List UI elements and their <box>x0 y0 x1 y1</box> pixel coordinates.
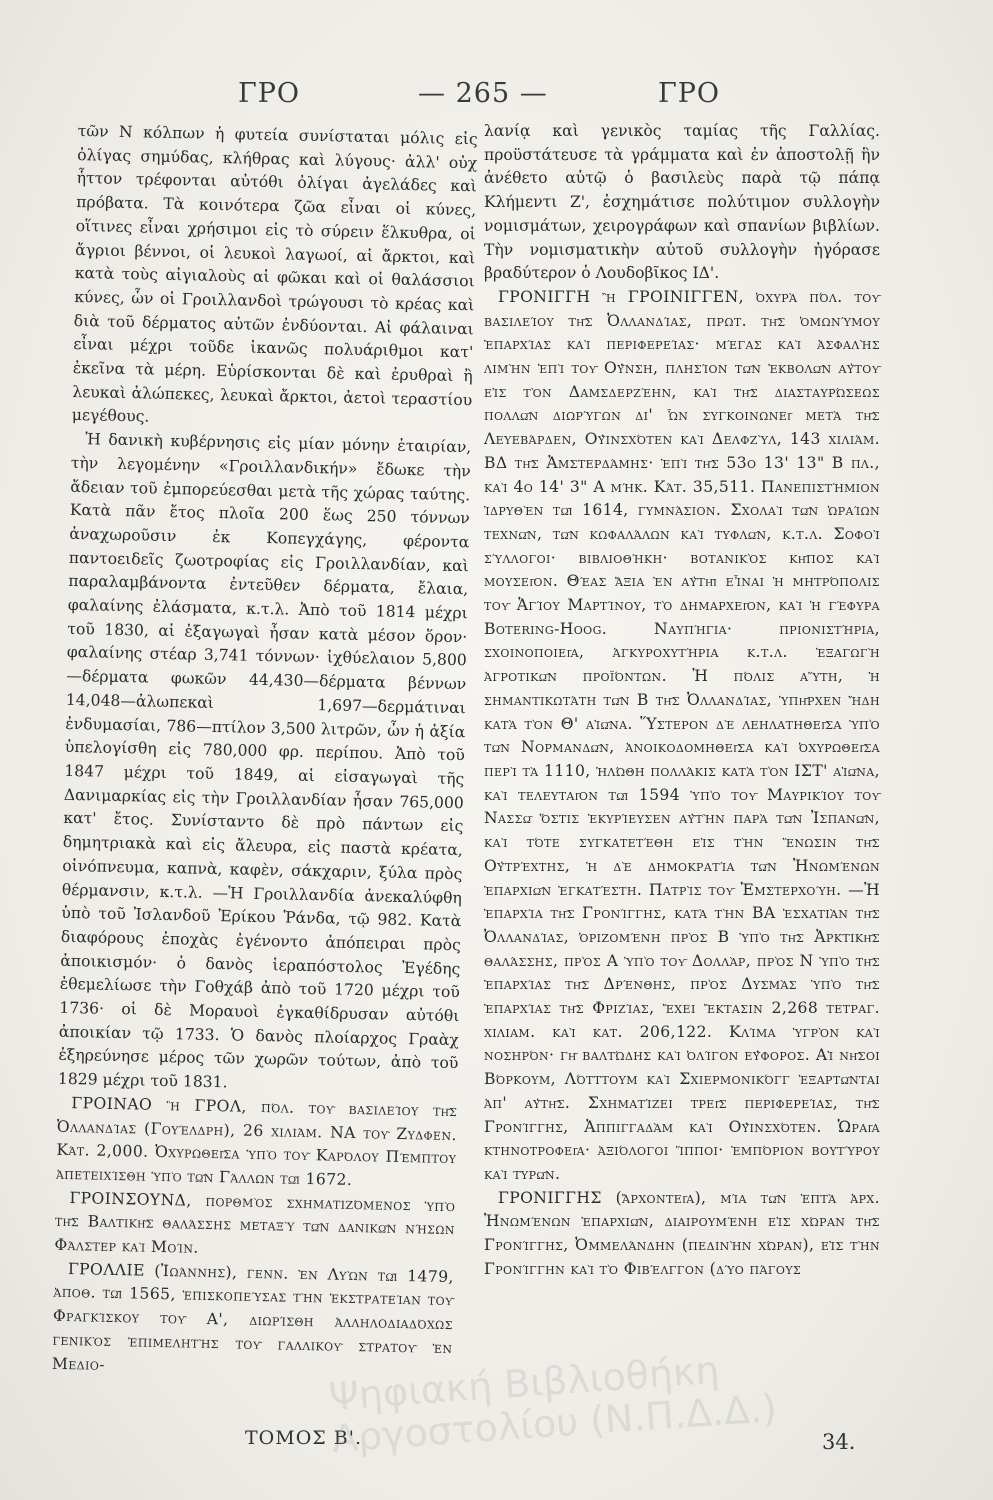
entry-groinao: ΓΡΟΙΝΑΟ ἢ ΓΡΟΛ, πόλ. τοῦ βασιλείου τῆς Ὀλλανδίας (Γουέλδρη), 26 χιλιάμ. ΝΑ τοῦ Ζυδφεν. Κάτ. 2,000. Ὀχυρωθεῖσα ὑπὸ τοῦ Καρόλου Πέμπτου ἀπετειχίσθη ὑπὸ τῶν Γάλλων τῷ 1672. <box>55 1093 458 1189</box>
running-head-left: ΓΡΟ <box>238 78 301 109</box>
running-head-right: ΓΡΟ <box>658 78 721 109</box>
entry-groningen-lordship: ΓΡΟΝΙΓΓΗΣ (ἄρχοντεῖα), μία τῶν ἑπτὰ ἀρχ. Ἡνωμένων ἐπαρχιῶν, διαιρουμένη εἰς χώραν τῆς Γρονίγγης, Ὀμμελάνδην (πεδινὴν χώραν), εἰς τὴν Γρονίγγην καὶ τὸ Φιβέλγγον (δύο πάγους <box>484 1188 880 1278</box>
left-column <box>52 120 478 1384</box>
library-watermark: Ψηφιακή Βιβλιοθήκη Αργοστολίου (Ν.Π.Δ.Δ.) <box>327 1347 779 1461</box>
signature-mark: 34. <box>822 1430 856 1454</box>
paragraph-grollier-continued: λανίᾳ καὶ γενικὸς ταμίας τῆς Γαλλίας. προϋστάτευσε τὰ γράμματα καὶ ἐν ἀποστολῇ ἣν ἀνέθετο αὐτῷ ὁ βασιλεὺς παρὰ τῷ πάπᾳ Κλήμεντι Ζ', ἐσχημάτισε πολύτιμον συλλογὴν νομισμάτων, χειρογράφων καὶ σπανίων βιβλίων. Τὴν νομισματικὴν αὐτοῦ συλλογὴν ἠγόρασε βραδύτερον ὁ Λουδοβῖκος ΙΔ'. <box>484 122 880 283</box>
paragraph-greenland-trade: Ἡ δανικὴ κυβέρνησις εἰς μίαν μόνην ἑταιρίαν, τὴν λεγομένην «Γροιλλανδικήν» ἔδωκε τὴν ἄδειαν τοῦ ἐμπορεύεσθαι μετὰ τῆς χώρας ταύτης. Κατὰ πᾶν ἔτος πλοῖα 200 ἕως 250 τόννων ἀναχωροῦσιν ἐκ Κοπεγχάγης, φέροντα παντοειδεῖς ζωοτροφίας εἰς Γροιλλανδίαν, καὶ παραλαμβάνοντα ἐντεῦθεν δέρματα, ἔλαια, φαλαίνης ἐλάσματα, κ.τ.λ. Ἀπὸ τοῦ 1814 μέχρι τοῦ 1830, αἱ ἐξαγωγαὶ ἦσαν κατὰ μέσον ὅρον· φαλαίνης στέαρ 3,741 τόννων· ἰχθύελαιον 5,800 —δέρματα φωκῶν 44,430—δέρματα βέννων 14,048—ἀλωπεκαὶ 1,697—δερμάτιναι ἐνδυμασίαι, 786—πτίλον 3,500 λιτρῶν, ὧν ἡ ἀξία ὑπελογίσθη εἰς 780,000 φρ. περίπου. Ἀπὸ τοῦ 1847 μέχρι τοῦ 1849, αἱ εἰσαγωγαὶ τῆς Δανιμαρκίας εἰς τὴν Γροιλλανδίαν ἦσαν 765,000 κατ' ἔτος. Συνίσταντο δὲ πρὸ πάντων εἰς δημητριακὰ καὶ εἰς ἄλευρα, εἰς παστὰ κρέατα, οἰνόπνευμα, καπνὰ, καφὲν, σάκχαριν, ξύλα πρὸς θέρμανσιν, κ.τ.λ. —Ἡ Γροιλλανδία ἀνεκαλύφθη ὑπὸ τοῦ Ἰσλανδοῦ Ἐρίκου Ῥάνδα, τῷ 982. Κατὰ διαφόρους ἐποχὰς ἐγένοντο ἀπόπειραι πρὸς ἀποικισμόν· ὁ δανὸς ἱεραπόστολος Ἐγέδης ἐθεμελίωσε τὴν Γοθχάβ ἀπὸ τοῦ 1720 μέχρι τοῦ 1736· οἱ δὲ Μοραυοὶ ἐγκαθίδρυσαν αὐτόθι ἀποικίαν τῷ 1733. Ὁ δανὸς πλοίαρχος Γραὰχ ἐξηρεύνησε μέρος τῶν χωρῶν τούτων, ἀπὸ τοῦ 1829 μέχρι τοῦ 1831. <box>57 430 472 1092</box>
entry-grollier: ΓΡΟΛΛΙΕ (Ἰωάννης), γενν. ἐν Λυὼν τῷ 1479, ἀποθ. τῷ 1565, ἐπισκοπεύσας τὴν ἐκστρατείαν τοῦ Φραγκίσκου τοῦ Α', διωρίσθη ἀλληλοδιαδόχως γενικὸς ἐπιμελητὴς τοῦ γαλλικοῦ στρατοῦ ἐν Μεδιο- <box>51 1259 455 1374</box>
right-column <box>484 120 880 1281</box>
entry-groinsound: ΓΡΟΙΝΣΟΥΝΔ, πορθμὸς σχηματιζόμενος ὑπὸ τῆς Βαλτικῆς θαλάσσης μεταξὺ τῶν δανικῶν νήσων Φάλστερ καὶ Μοίν. <box>54 1188 456 1257</box>
page-number: — 265 — <box>418 78 548 109</box>
volume-label: ΤΟΜΟΣ Β'. <box>245 1427 362 1449</box>
paragraph-greenland-fauna: τῶν Ν κόλπων ἡ φυτεία συνίσταται μόλις εἰς ὀλίγας σημύδας, κλήθρας καὶ λύγους· ἀλλ' οὐχ ἧττον τρέφονται αὐτόθι ὀλίγαι ἀγελάδες καὶ πρόβατα. Τὰ κοινότερα ζῶα εἶναι οἱ κύνες, οἵτινες εἶναι χρήσιμοι εἰς τὸ σύρειν ἕλκυθρα, οἱ ἄγριοι βέννοι, οἱ λευκοὶ λαγωοί, αἱ ἄρκτοι, καὶ κατὰ τοὺς αἰγιαλοὺς αἱ φῶκαι καὶ οἱ θαλάσσιοι κύνες, ὧν οἱ Γροιλλανδοὶ τρώγουσι τὸ κρέας καὶ διὰ τοῦ δέρματος αὐτῶν ἐνδύονται. Αἱ φάλαιναι εἶναι μέχρι τοῦδε ἱκανῶς πολυάριθμοι κατ' ἐκεῖνα τὰ μέρη. Εὑρίσκονται δὲ καὶ ἐρυθραὶ ἢ λευκαὶ ἀλώπεκες, λευκαὶ ἄρκτοι, ἀετοὶ τεραστίου μεγέθους. <box>71 121 478 426</box>
entry-groningen-city: ΓΡΟΝΙΓΓΗ ἢ ΓΡΟΙΝΙΓΓΕΝ, ὀχυρὰ πόλ. τοῦ βασιλείου τῆς Ὀλλανδίας, πρωτ. τῆς ὁμωνύμου ἐπαρχίας καὶ περιφερείας· μέγας καὶ ἀσφαλὴς λιμὴν ἐπὶ τοῦ Οὔνση, πλησίον τῶν ἐκβολῶν αὐτοῦ εἰς τὸν Δαμσδερζέην, καὶ τῆς διασταυρώσεως πολλῶν διωρύγων δι' ὧν συγκοινωνεῖ μετὰ τῆς Λευεβάρδεν, Οὔινσχότεν καὶ Δελφζὺλ, 143 χιλιάμ. ΒΔ τῆς Ἀμστερδάμης· ἐπὶ τῆς 53ο 13' 13" Β πλ., καὶ 4ο 14' 3" Α μήκ. Κάτ. 35,511. Πανεπιστήμιον ἱδρυθὲν τῷ 1614, γυμνάσιον. Σχολαὶ τῶν ὡραίων τεχνῶν, τῶν κωφαλάλων καὶ τυφλῶν, κ.τ.λ. Σοφοὶ σύλλογοι· βιβλιοθήκη· βοτανικὸς κῆπος καὶ μουσεῖον. Θέας ἄξια ἐν αὐτῇ εἶναι ἡ μητρόπολις τοῦ Ἁγίου Μαρτίνου, τὸ δημαρχεῖον, καὶ ἡ γέφυρα Botering-Hoog. Ναυπήγια· πριονιστήρια, σχοινοποιεῖα, ἀγκυροχυτήρια κ.τ.λ. ἐξαγωγὴ ἀγροτικῶν προϊόντων. Ἡ πόλις αὕτη, ἡ σημαντικωτάτη τῶν Β τῆς Ὀλλανδίας, ὑπῆρχεν ἤδη κατὰ τὸν Θ' αἰῶνα. Ὕστερον δὲ λεηλατηθεῖσα ὑπὸ τῶν Νορμανδῶν, ἀνοικοδομηθεῖσα καὶ ὀχυρωθεῖσα περὶ τὰ 1110, ἡλώθη πολλάκις κατὰ τὸν ΙΣΤ' αἰῶνα, καὶ τελευταῖον τῷ 1594 ὑπὸ τοῦ Μαυρικίου τοῦ Νασσῶ ὅστις ἐκυρίευσεν αὐτὴν παρὰ τῶν Ἰσπανῶν, καὶ τότε συγκατετέθη εἰς τὴν ἕνωσιν τῆς Οὐτρέχτης, ἡ δὲ δημοκρατία τῶν Ἡνωμένων ἐπαρχιῶν ἐγκατέστη. Πατρὶς τοῦ Ἐμστερχούη. —Ἡ ἐπαρχία τῆς Γρονίγγης, κατὰ τὴν ΒΑ ἐσχατιὰν τῆς Ὀλλανδίας, ὁριζομένη πρὸς Β ὑπὸ τῆς Ἀρκτικῆς θαλάσσης, πρὸς Α ὑπὸ τοῦ Δολλὰρ, πρὸς Ν ὑπὸ τῆς ἐπαρχίας τῆς Δρένθης, πρὸς Δυσμὰς ὑπὸ τῆς ἐπαρχίας τῆς Φριζίας, ἔχει ἔκτασιν 2,268 τετραγ. χιλιαμ. καὶ κατ. 206,122. Κλίμα ὑγρὸν καὶ νοσηρόν· γῆ βαλτώδης καὶ ὀλίγον εὔφορος. Αἱ νῆσοι Βόρκουμ, Λότττουμ καὶ Σχιερμονικόγγ ἐξαρτῶνται ἀπ' αὐτῆς. Σχηματίζει τρεῖς περιφερείας, τῆς Γρονίγγης, Ἀππιγγαδὰμ καὶ Οὔινσχότεν. Ὡραῖα κτηνοτροφεῖα· ἀξιόλογοι ἵπποι· ἐμπόριον βουτύρου καὶ τυρῶν. <box>484 287 880 1183</box>
